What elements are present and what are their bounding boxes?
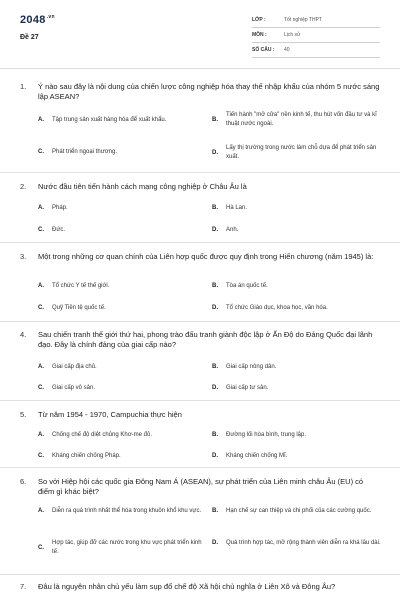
option-letter: B.	[212, 116, 218, 123]
option-c[interactable]	[38, 148, 206, 157]
option-text: Giai cấp tư sản.	[226, 385, 269, 391]
option-letter: A.	[38, 508, 44, 515]
option-letter: C.	[38, 544, 44, 551]
option-c[interactable]	[38, 539, 206, 556]
option-d[interactable]	[212, 539, 382, 548]
question-separator	[0, 400, 400, 401]
option-letter: A.	[38, 283, 44, 290]
option-text: Tập trung sản xuất hàng hóa để xuất khẩu.	[52, 117, 167, 123]
question-number: 2.	[20, 182, 27, 191]
meta-class-row	[252, 14, 380, 28]
option-a[interactable]	[38, 363, 206, 372]
question-number: 3.	[20, 252, 27, 261]
option-letter: D.	[212, 385, 218, 392]
question-text: Ý nào sau đây là nội dung của chiến lược công nghiệp hóa thay thế nhập khẩu của nhóm 5 nước sáng lập ASEAN?	[38, 82, 380, 101]
question-number: 4.	[20, 330, 27, 339]
exam-header	[0, 0, 400, 66]
option-letter: A.	[38, 364, 44, 371]
option-letter: D.	[212, 305, 218, 312]
question-separator	[0, 321, 400, 322]
question-separator	[0, 242, 400, 243]
option-letter: C.	[38, 227, 44, 234]
meta-label: LỚP :	[252, 17, 266, 23]
option-text: Lấy thị trường trong nước làm chỗ dựa để phát triển sản xuất.	[226, 145, 377, 160]
option-text: Hợp tác, giúp đỡ các nước trong khu vực phát triển kinh tế.	[52, 540, 202, 555]
option-text: Đường lối hòa bình, trung lập.	[226, 432, 307, 438]
option-c[interactable]	[38, 304, 206, 313]
option-b[interactable]	[212, 282, 382, 291]
meta-count-row	[252, 44, 380, 58]
option-b[interactable]	[212, 204, 382, 213]
option-letter: B.	[212, 432, 218, 439]
option-text: Tổ chức Giáo dục, khoa học, văn hóa.	[226, 305, 328, 311]
option-c[interactable]	[38, 384, 206, 393]
option-a[interactable]	[38, 282, 206, 291]
option-text: Giai cấp vô sản.	[52, 385, 96, 391]
option-letter: C.	[38, 149, 44, 156]
option-letter: B.	[212, 205, 218, 212]
option-letter: A.	[38, 117, 44, 124]
option-a[interactable]	[38, 116, 206, 125]
option-text: Tiến hành "mở cửa" nền kinh tế, thu hút vốn đầu tư và kĩ thuật nước ngoài.	[226, 112, 377, 127]
option-text: Anh.	[226, 227, 239, 233]
meta-label: MÔN :	[252, 32, 267, 38]
option-text: Phát triển ngoại thương.	[52, 149, 117, 155]
exam-code: Đề 27	[20, 34, 39, 41]
question-text: Từ năm 1954 - 1970, Campuchia thực hiện	[38, 410, 182, 419]
option-letter: D.	[212, 149, 218, 156]
option-text: Đức.	[52, 227, 66, 233]
question-text: Sau chiến tranh thế giới thứ hai, phong trào đấu tranh giành độc lập ở Ấn Độ do Đảng Quốc đại lãnh đạo. Đây là chính đảng của giai cấp nào?	[38, 330, 373, 349]
question-number: 7.	[20, 582, 27, 591]
option-letter: B.	[212, 283, 218, 290]
option-d[interactable]	[212, 384, 382, 393]
option-letter: C.	[38, 453, 44, 460]
option-text: Hạn chế sự can thiệp và chi phối của các cường quốc.	[226, 508, 372, 514]
option-text: Tòa án quốc tế.	[226, 283, 268, 289]
option-text: Pháp.	[52, 205, 68, 211]
option-letter: D.	[212, 540, 218, 547]
option-letter: C.	[38, 305, 44, 312]
option-a[interactable]	[38, 204, 206, 213]
meta-value: 40	[284, 47, 290, 53]
option-text: Chống chế độ diệt chủng Khơ-me đỏ.	[52, 432, 152, 438]
option-text: Giai cấp địa chủ.	[52, 364, 97, 370]
question-separator	[0, 172, 400, 173]
option-b[interactable]	[212, 111, 382, 128]
option-d[interactable]	[212, 304, 382, 313]
option-a[interactable]	[38, 431, 206, 440]
option-c[interactable]	[38, 226, 206, 235]
question-number: 5.	[20, 410, 27, 419]
question-separator	[0, 467, 400, 468]
option-b[interactable]	[212, 431, 382, 440]
site-logo[interactable]: $2048^{.vn}$	[20, 14, 55, 26]
option-letter: C.	[38, 385, 44, 392]
option-letter: D.	[212, 453, 218, 460]
option-c[interactable]	[38, 452, 206, 461]
option-letter: A.	[38, 205, 44, 212]
option-d[interactable]	[212, 452, 382, 461]
question-number: 1.	[20, 82, 27, 91]
meta-subject-row	[252, 29, 380, 43]
option-text: Quỹ Tiền tệ quốc tế.	[52, 305, 106, 311]
option-text: Kháng chiến chống Mĩ.	[226, 453, 288, 459]
option-text: Giai cấp nông dân.	[226, 364, 277, 370]
option-b[interactable]	[212, 363, 382, 372]
question-text: Nước đầu tiên tiến hành cách mạng công nghiệp ở Châu Âu là	[38, 182, 247, 191]
option-a[interactable]	[38, 507, 206, 516]
header-divider	[0, 68, 400, 69]
question-text: So với Hiệp hội các quốc gia Đông Nam Á (ASEAN), sự phát triển của Liên minh châu Âu (EU) có điểm gì khác biệt?	[38, 477, 364, 496]
option-text: Hà Lan.	[226, 205, 248, 211]
option-letter: B.	[212, 364, 218, 371]
question-separator	[0, 574, 400, 575]
option-text: Quá trình hợp tác, mở rộng thành viên diễn ra khá lâu dài.	[226, 540, 381, 546]
meta-label: SỐ CÂU :	[252, 47, 275, 53]
option-text: Diễn ra quá trình nhất thể hóa trong khuôn khổ khu vực.	[52, 508, 202, 514]
meta-value: Lịch sử	[284, 32, 301, 38]
option-text: Kháng chiến chống Pháp.	[52, 453, 121, 459]
option-d[interactable]	[212, 226, 382, 235]
question-number: 6.	[20, 477, 27, 486]
meta-value: Tốt nghiệp THPT	[284, 17, 322, 23]
option-text: Tổ chức Y tế thế giới.	[52, 283, 110, 289]
option-letter: B.	[212, 508, 218, 515]
option-letter: A.	[38, 432, 44, 439]
option-d[interactable]	[212, 144, 382, 161]
option-b[interactable]	[212, 507, 382, 516]
option-letter: D.	[212, 227, 218, 234]
question-text: Đâu là nguyên nhân chủ yếu làm sụp đổ chế độ Xã hội chủ nghĩa ở Liên Xô và Đông Âu?	[38, 582, 336, 591]
question-text: Một trong những cơ quan chính của Liên hợp quốc được quy định trong Hiến chương (năm 1945) là:	[38, 252, 374, 261]
